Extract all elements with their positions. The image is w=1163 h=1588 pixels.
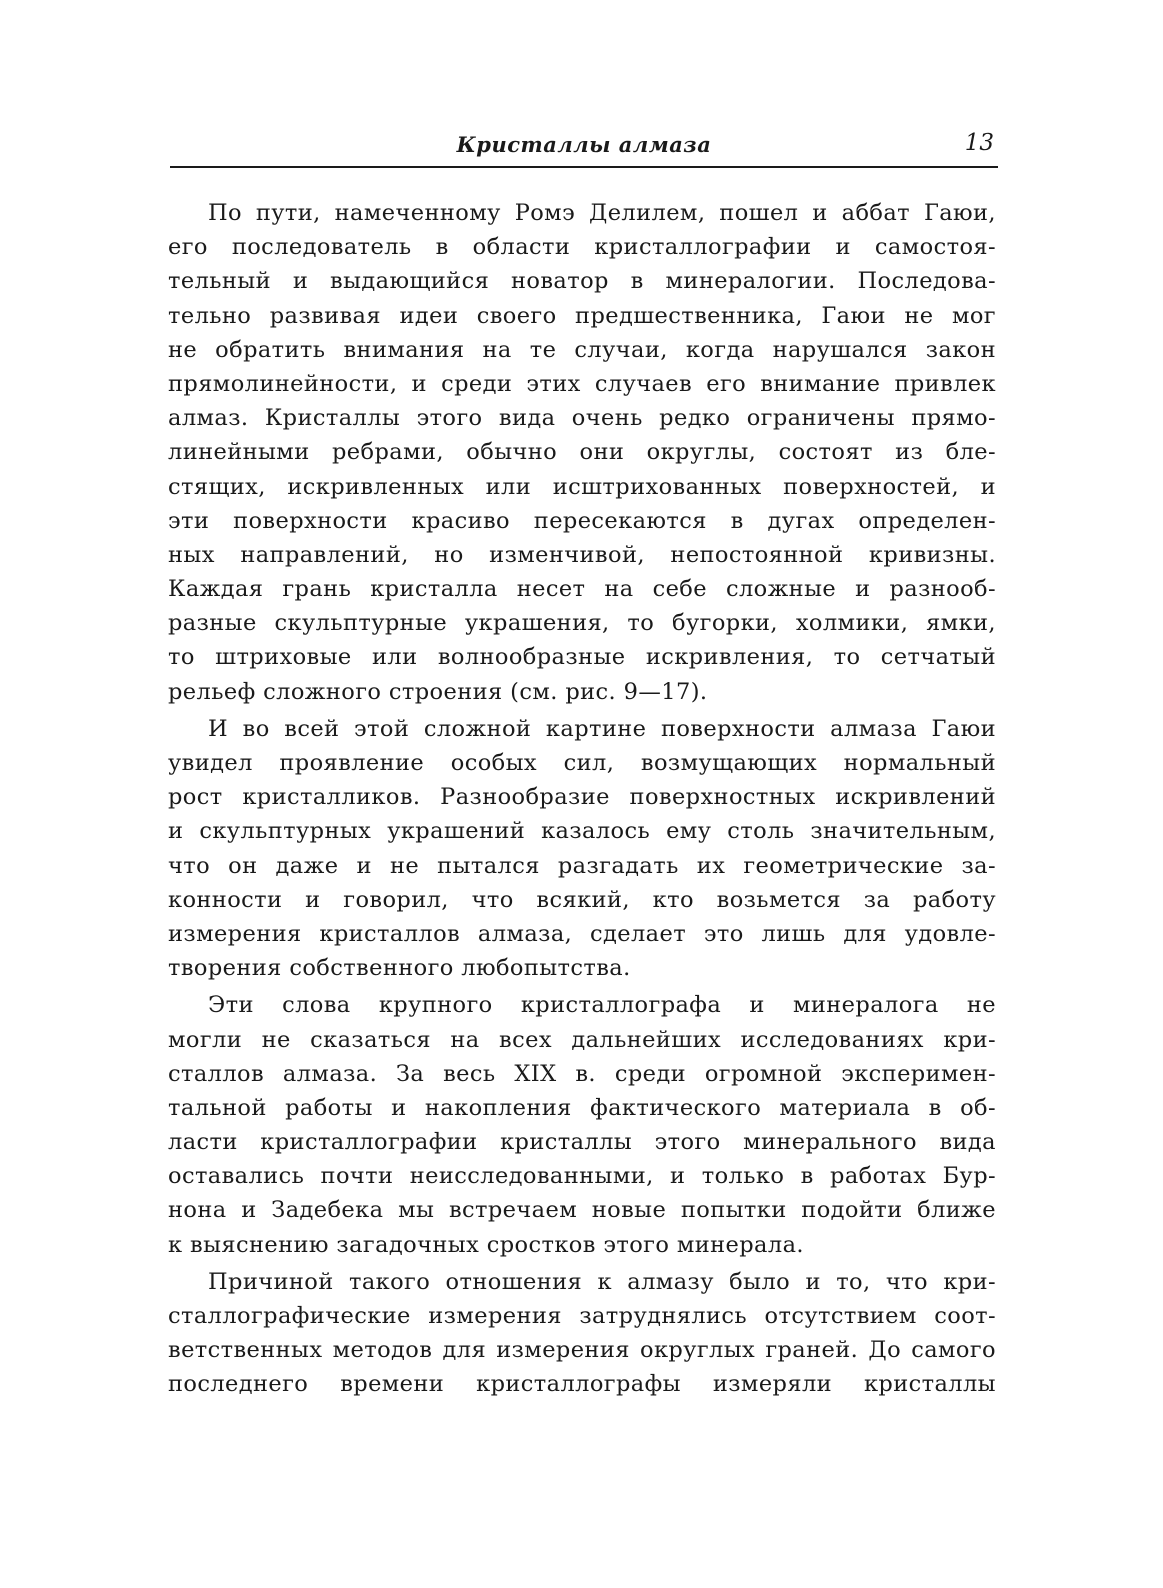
text-line: и скульптурных украшений казалось ему столь значительным, [168,818,996,845]
text-line: прямолинейности, и среди этих случаев его внимание привлек [168,370,996,397]
text-line: Причиной такого отношения к алмазу было и то, что кри- [208,1268,996,1295]
text-line: то штриховые или волнообразные искривления, то сетчатый [168,644,996,671]
text-line: последнего времени кристаллографы измеряли кристаллы [168,1371,996,1398]
text-line: не обратить внимания на те случаи, когда нарушался закон [168,336,996,363]
text-line: Каждая грань кристалла несет на себе сложные и разнооб- [168,576,996,603]
text-line: измерения кристаллов алмаза, сделает это лишь для удовле- [168,920,996,947]
text-line: ных направлений, но изменчивой, непостоянной кривизны. [168,541,996,568]
text-line: к выяснению загадочных сростков этого минерала. [168,1231,804,1258]
paragraph-4 [168,1265,996,1402]
text-line: увидел проявление особых сил, возмущающих нормальный [168,750,996,776]
text-line: ласти кристаллографии кристаллы этого минерального вида [168,1129,996,1156]
paragraph-1 [168,196,996,709]
text-line: линейными ребрами, обычно они округлы, состоят из бле- [168,439,996,466]
text-line: стящих, искривленных или исштрихованных поверхностей, и [168,473,996,500]
text-line: тельный и выдающийся новатор в минералогии. Последова- [168,268,996,295]
text-line: могли не сказаться на всех дальнейших исследованиях кри- [168,1026,996,1053]
text-line: По пути, намеченному Ромэ Делилем, пошел и аббат Гаюи, [208,200,996,226]
text-line: рост кристалликов. Разнообразие поверхностных искривлений [168,784,996,811]
text-line: оставались почти неисследованными, и только в работах Бур- [168,1163,996,1190]
text-line: алмаз. Кристаллы этого вида очень редко ограничены прямо- [168,405,996,432]
text-line: конности и говорил, что всякий, кто возьмется за работу [168,886,996,913]
text-line: что он даже и не пытался разгадать их геометрические за- [168,852,996,879]
paragraph-3 [168,988,996,1262]
text-line: эти поверхности красиво пересекаются в дугах определен- [168,507,996,534]
text-line: ветственных методов для измерения округлых граней. До самого [168,1337,996,1364]
text-line: И во всей этой сложной картине поверхности алмаза Гаюи [208,715,996,742]
text-line: разные скульптурные украшения, то бугорки, холмики, ямки, [168,610,996,637]
text-line: творения собственного любопытства. [168,955,631,982]
text-line: Эти слова крупного кристаллографа и минералога не [208,992,996,1019]
text-line: его последователь в области кристаллографии и самостоя- [168,234,996,261]
body-text [168,196,996,1405]
text-line: рельеф сложного строения (см. рис. 9—17). [168,678,708,705]
text-line: нона и Задебека мы встречаем новые попытки подойти ближе [168,1197,996,1224]
text-line: сталлов алмаза. За весь XIX в. среди огромной эксперимен- [168,1060,996,1087]
text-line: сталлографические измерения затруднялись отсутствием соот- [168,1303,996,1329]
running-header [170,126,998,168]
running-title: Кристаллы алмаза [456,132,712,157]
paragraph-2 [168,712,996,986]
text-line: тельно развивая идеи своего предшественника, Гаюи не мог [168,302,996,329]
text-line: тальной работы и накопления фактического материала в об- [168,1094,996,1121]
page-number: 13 [964,130,994,156]
